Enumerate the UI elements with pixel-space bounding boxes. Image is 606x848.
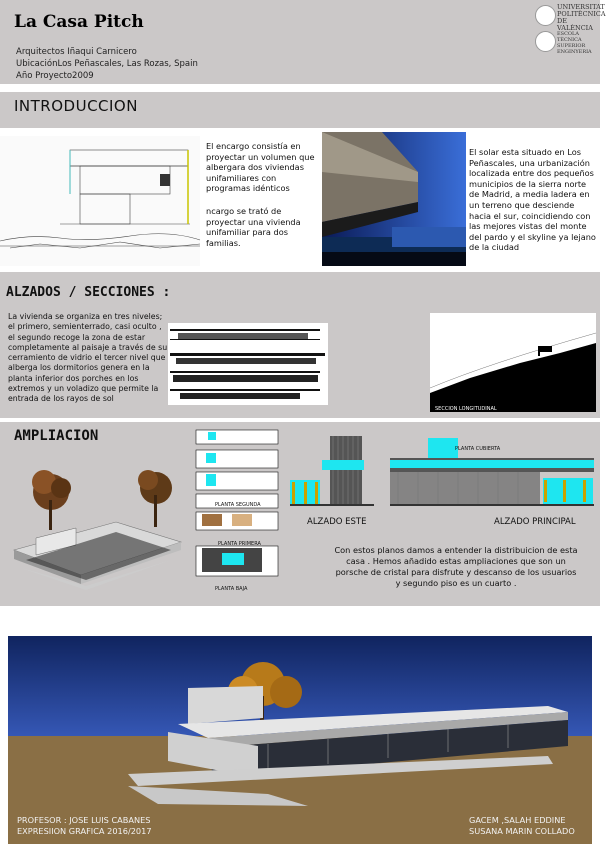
alzados-elevation-drawings bbox=[168, 323, 328, 405]
intro-heading: INTRODUCCION bbox=[14, 97, 138, 115]
ampliacion-3d-model bbox=[6, 460, 186, 600]
ampliacion-floor-plans bbox=[192, 428, 282, 590]
ampliacion-text: Con estos planos damos a entender la distribuicion de esta casa . Hemos añadido estas ampliaciones que son un porsche de cristal para disfrute y descanso de los usuarios y segundo piso es un cuarto . bbox=[334, 545, 578, 588]
footer-profesor: PROFESOR : JOSE LUIS CABANES bbox=[17, 815, 151, 825]
ampliacion-caption-cubierta: PLANTA CUBIERTA bbox=[455, 446, 501, 452]
ampliacion-caption-este: ALZADO ESTE bbox=[307, 517, 367, 527]
project-info bbox=[16, 46, 198, 82]
intro-sketch-image bbox=[0, 136, 200, 266]
university-name: UNIVERSITAT POLITÈCNICA DE VALÈNCIA bbox=[557, 3, 606, 32]
final-render-image bbox=[8, 636, 592, 844]
footer-author-2: SUSANA MARIN COLLADO bbox=[469, 826, 575, 836]
footer-author-1: GACEM ,SALAH EDDINE bbox=[469, 815, 566, 825]
school-name: ESCOLA TÈCNICA SUPERIOR ENGINYERIA bbox=[557, 31, 592, 55]
alzados-section-drawing bbox=[430, 313, 596, 412]
project-architect: Arquitectos Iñaqui Carnicero bbox=[16, 47, 137, 57]
plan-label-baja: PLANTA BAJA bbox=[215, 586, 248, 592]
intro-house-photo bbox=[322, 132, 466, 266]
alzados-section-caption: SECCION LONGITUDINAL bbox=[435, 406, 497, 412]
ampliacion-heading: AMPLIACION bbox=[14, 428, 99, 444]
alzados-text: La vivienda se organiza en tres niveles; el primero, semienterrado, casi oculto , el segundo recoge la zona de estar completamente al paisaje a través de su cerramiento de vidrio el tercer nivel que alberga los dormitorios genera en la planta inferior dos porches en los extremos y un voladizo que permite la entrada de los rayos de sol bbox=[8, 312, 168, 404]
plan-label-segunda: PLANTA SEGUNDA bbox=[215, 502, 261, 508]
school-seal-icon bbox=[535, 31, 556, 52]
ampliacion-caption-principal: ALZADO PRINCIPAL bbox=[494, 517, 576, 527]
intro-text-left-2: ncargo se trató de proyectar una vivienda unifamiliar para dos familias. bbox=[206, 206, 301, 248]
intro-text-right: El solar esta situado en Los Peñascales, una urbanización localizada entre dos pequeños municipios de la sierra norte de Madrid, a media ladera en un terreno que desciende hacia el sur, coincidiendo con las mejores vistas del monte del pardo y el skyline ya lejano de la ciudad bbox=[469, 147, 596, 253]
project-location: UbicaciónLos Peñascales, Las Rozas, Spain bbox=[16, 59, 198, 69]
university-logo bbox=[535, 3, 606, 32]
ampliacion-alzado-este bbox=[288, 434, 374, 508]
plan-label-primera: PLANTA PRIMERA bbox=[218, 541, 261, 547]
tree-left-icon bbox=[32, 470, 71, 530]
page-title: La Casa Pitch bbox=[14, 12, 144, 32]
project-year: Año Proyecto2009 bbox=[16, 71, 94, 81]
alzados-heading: ALZADOS / SECCIONES : bbox=[6, 285, 171, 300]
school-logo bbox=[535, 30, 597, 55]
intro-text-left-1: El encargo consistía en proyectar un volumen que albergara dos viviendas unifamiliares con programas idénticos bbox=[206, 141, 315, 194]
tree-right-icon bbox=[138, 470, 172, 527]
university-seal-icon bbox=[535, 5, 556, 26]
footer-course: EXPRESIION GRAFICA 2016/2017 bbox=[17, 826, 152, 836]
